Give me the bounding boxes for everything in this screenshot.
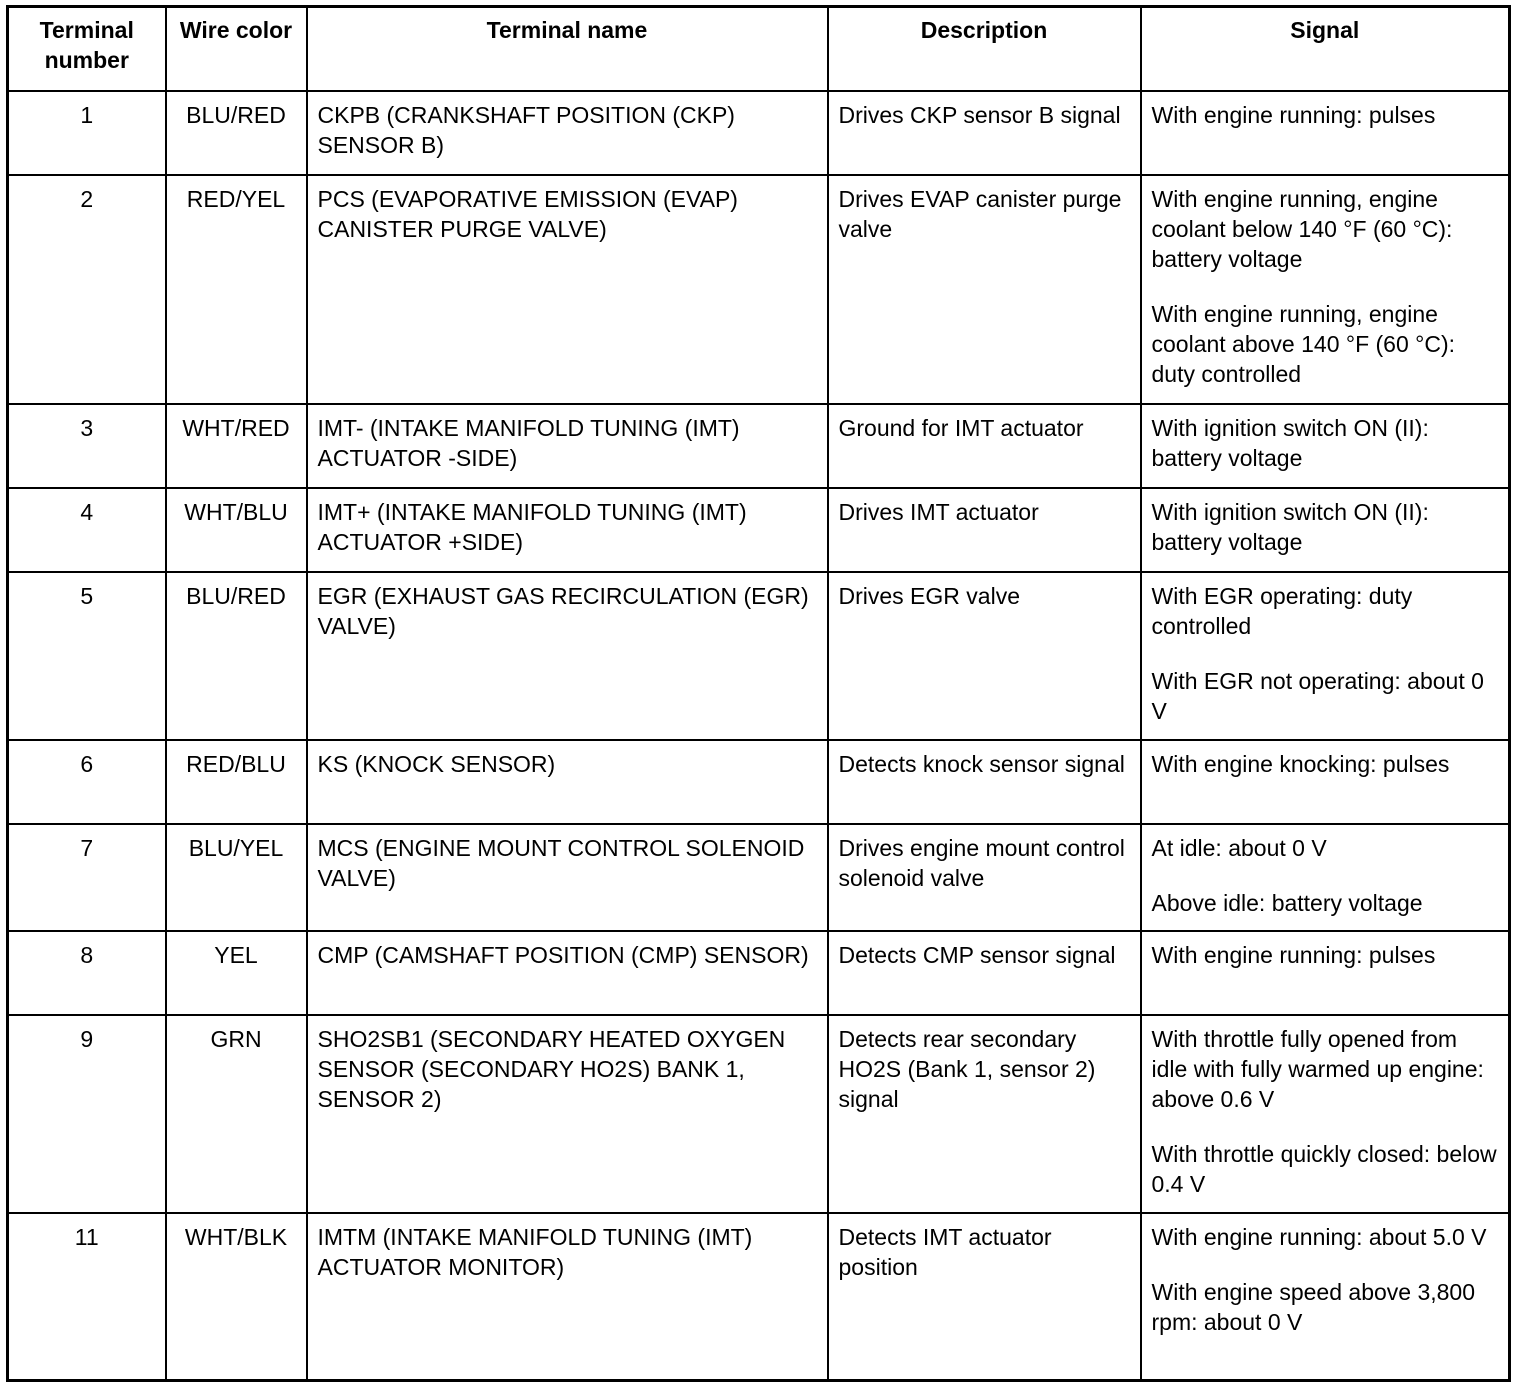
terminal-name: PCS (EVAPORATIVE EMISSION (EVAP) CANISTER PURGE VALVE)	[307, 175, 828, 404]
signal-text: With ignition switch ON (II): battery voltage	[1151, 498, 1429, 555]
terminal-name: CMP (CAMSHAFT POSITION (CMP) SENSOR)	[307, 931, 828, 1015]
terminal-name: IMT- (INTAKE MANIFOLD TUNING (IMT) ACTUATOR -SIDE)	[307, 404, 828, 488]
signal-cell	[1141, 488, 1510, 572]
terminal-name: MCS (ENGINE MOUNT CONTROL SOLENOID VALVE)	[307, 824, 828, 931]
signal-cell	[1141, 1213, 1510, 1381]
terminal-number: 1	[8, 91, 166, 175]
terminal-name: IMTM (INTAKE MANIFOLD TUNING (IMT) ACTUATOR MONITOR)	[307, 1213, 828, 1381]
description: Detects CMP sensor signal	[828, 931, 1141, 1015]
signal-cell	[1141, 404, 1510, 488]
table-row	[8, 1015, 1510, 1213]
terminal-number: 9	[8, 1015, 166, 1213]
signal-text: With engine knocking: pulses	[1151, 750, 1450, 777]
header-description: Description	[828, 7, 1141, 91]
wire-color: BLU/RED	[166, 572, 307, 740]
signal-cell	[1141, 91, 1510, 175]
wire-color: WHT/RED	[166, 404, 307, 488]
terminal-number: 5	[8, 572, 166, 740]
table-row	[8, 404, 1510, 488]
terminal-number: 4	[8, 488, 166, 572]
table-row	[8, 572, 1510, 740]
header-wire-color: Wire color	[166, 7, 307, 91]
terminal-number: 3	[8, 404, 166, 488]
signal-text: With engine running: about 5.0 V	[1151, 1223, 1487, 1250]
table-row	[8, 175, 1510, 404]
wire-color: BLU/YEL	[166, 824, 307, 931]
terminal-name: KS (KNOCK SENSOR)	[307, 740, 828, 824]
description: Drives engine mount control solenoid valve	[828, 824, 1141, 931]
terminal-name: CKPB (CRANKSHAFT POSITION (CKP) SENSOR B)	[307, 91, 828, 175]
terminal-number: 2	[8, 175, 166, 404]
signal-cell	[1141, 740, 1510, 824]
signal-text: With ignition switch ON (II): battery voltage	[1151, 414, 1429, 471]
signal-text: With engine running, engine coolant above 140 °F (60 °C): duty controlled	[1151, 300, 1456, 387]
header-row	[8, 7, 1510, 91]
table-row	[8, 1213, 1510, 1381]
header-terminal-name: Terminal name	[307, 7, 828, 91]
table-row	[8, 91, 1510, 175]
signal-text: With engine running, engine coolant below 140 °F (60 °C): battery voltage	[1151, 185, 1453, 272]
signal-text: With throttle fully opened from idle with fully warmed up engine: above 0.6 V	[1151, 1025, 1484, 1112]
description: Drives IMT actuator	[828, 488, 1141, 572]
signal-cell	[1141, 175, 1510, 404]
wire-color: BLU/RED	[166, 91, 307, 175]
wire-color: WHT/BLU	[166, 488, 307, 572]
terminal-table	[6, 5, 1511, 1382]
table-row	[8, 488, 1510, 572]
wire-color: RED/BLU	[166, 740, 307, 824]
signal-text: Above idle: battery voltage	[1151, 889, 1423, 916]
header-signal: Signal	[1141, 7, 1510, 91]
terminal-name: SHO2SB1 (SECONDARY HEATED OXYGEN SENSOR (SECONDARY HO2S) BANK 1, SENSOR 2)	[307, 1015, 828, 1213]
wire-color: WHT/BLK	[166, 1213, 307, 1381]
wire-color: GRN	[166, 1015, 307, 1213]
signal-text: With EGR not operating: about 0 V	[1151, 667, 1484, 724]
wire-color: YEL	[166, 931, 307, 1015]
terminal-name: EGR (EXHAUST GAS RECIRCULATION (EGR) VALVE)	[307, 572, 828, 740]
description: Detects IMT actuator position	[828, 1213, 1141, 1381]
table-row	[8, 931, 1510, 1015]
signal-text: With engine speed above 3,800 rpm: about 0 V	[1151, 1278, 1476, 1335]
signal-cell	[1141, 931, 1510, 1015]
header-terminal-number: Terminal number	[8, 7, 166, 91]
terminal-number: 7	[8, 824, 166, 931]
table-row	[8, 824, 1510, 931]
signal-text: With engine running: pulses	[1151, 101, 1436, 128]
signal-text: With engine running: pulses	[1151, 941, 1436, 968]
terminal-number: 8	[8, 931, 166, 1015]
signal-cell	[1141, 824, 1510, 931]
description: Ground for IMT actuator	[828, 404, 1141, 488]
description: Detects rear secondary HO2S (Bank 1, sensor 2) signal	[828, 1015, 1141, 1213]
description: Drives EVAP canister purge valve	[828, 175, 1141, 404]
terminal-name: IMT+ (INTAKE MANIFOLD TUNING (IMT) ACTUATOR +SIDE)	[307, 488, 828, 572]
signal-cell	[1141, 1015, 1510, 1213]
description: Detects knock sensor signal	[828, 740, 1141, 824]
wire-color: RED/YEL	[166, 175, 307, 404]
signal-cell	[1141, 572, 1510, 740]
signal-text: With EGR operating: duty controlled	[1151, 582, 1413, 639]
table-row	[8, 740, 1510, 824]
description: Drives CKP sensor B signal	[828, 91, 1141, 175]
signal-text: At idle: about 0 V	[1151, 834, 1327, 861]
signal-text: With throttle quickly closed: below 0.4 V	[1151, 1140, 1497, 1197]
terminal-number: 6	[8, 740, 166, 824]
description: Drives EGR valve	[828, 572, 1141, 740]
terminal-number: 11	[8, 1213, 166, 1381]
